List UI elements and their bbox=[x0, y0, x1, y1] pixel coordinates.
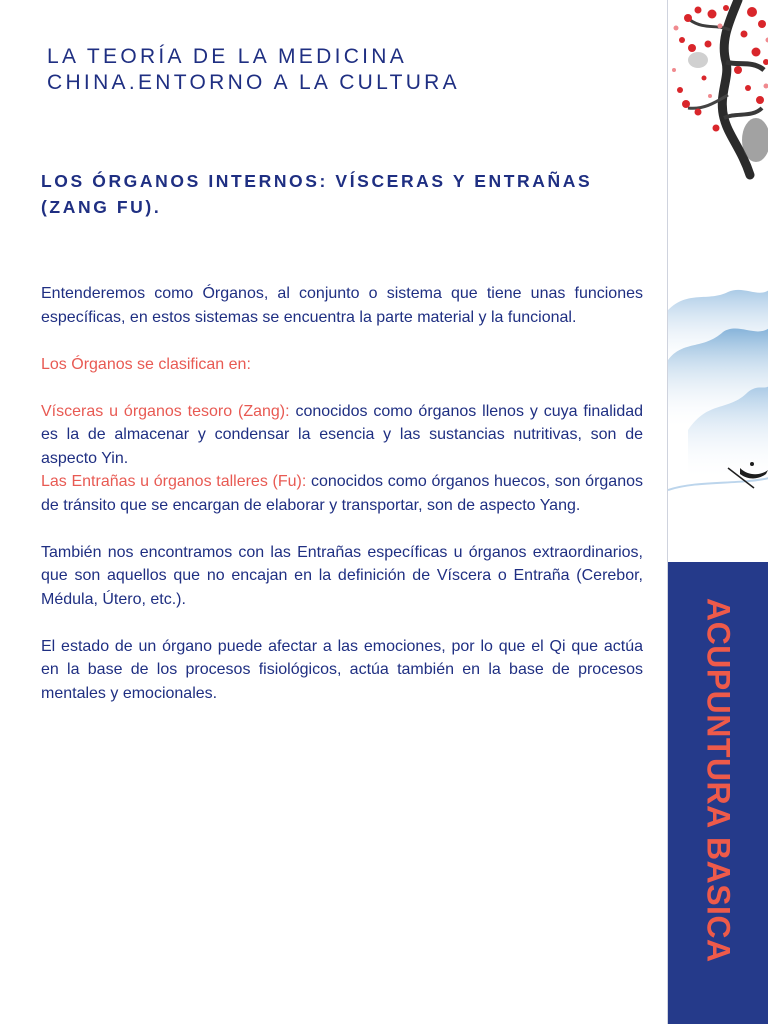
emotions-paragraph: El estado de un órgano puede afectar a las emociones, por lo que el Qi que actúa en la base de los procesos fisiológicos, actúa también en la base de procesos mentales y emocionales. bbox=[41, 637, 643, 702]
side-title-panel bbox=[668, 562, 768, 1024]
intro-paragraph: Entenderemos como Órganos, al conjunto o sistema que tiene unas funciones específicas, en estos sistemas se encuentra la parte material y la funcional. bbox=[41, 285, 643, 326]
classification-heading: Los Órganos se clasifican en: bbox=[41, 355, 251, 373]
zang-paragraph bbox=[41, 400, 643, 471]
document-title-line-2: CHINA.ENTORNO A LA CULTURA bbox=[47, 71, 460, 94]
fu-paragraph bbox=[41, 470, 643, 517]
zang-description: conocidos como órganos llenos y cuya finalidad es la de almacenar y condensar la esencia y las sustancias nutritivas, son de aspecto Yin. bbox=[41, 402, 644, 467]
document-title bbox=[47, 44, 460, 96]
fu-description: conocidos como órganos huecos, son órganos de tránsito que se encargan de elaborar y transportar, son de aspecto Yang. bbox=[41, 473, 643, 514]
fu-label: Las Entrañas u órganos talleres (Fu): bbox=[41, 473, 307, 490]
side-decoration-strip bbox=[667, 0, 768, 1024]
zang-label: Vísceras u órganos tesoro (Zang): bbox=[41, 402, 290, 420]
plum-blossom-branch-painting-icon bbox=[668, 0, 768, 190]
section-heading-line-1: LOS ÓRGANOS INTERNOS: VÍSCERAS Y ENTRAÑAS bbox=[41, 171, 593, 191]
section-heading-line-2: (ZANG FU). bbox=[41, 197, 162, 217]
section-heading bbox=[41, 168, 651, 220]
body-text bbox=[41, 282, 643, 705]
course-title-vertical: ACUPUNTURA BASICA bbox=[700, 598, 737, 963]
extraordinary-paragraph: También nos encontramos con las Entrañas específicas u órganos extraordinarios, que son aquellos que no encajan en la definición de Víscera o Entraña (Cerebor, Médula, Útero, etc.). bbox=[41, 543, 643, 608]
misty-mountains-boat-painting-icon bbox=[668, 280, 768, 550]
document-title-line-1: LA TEORÍA DE LA MEDICINA bbox=[47, 45, 408, 68]
